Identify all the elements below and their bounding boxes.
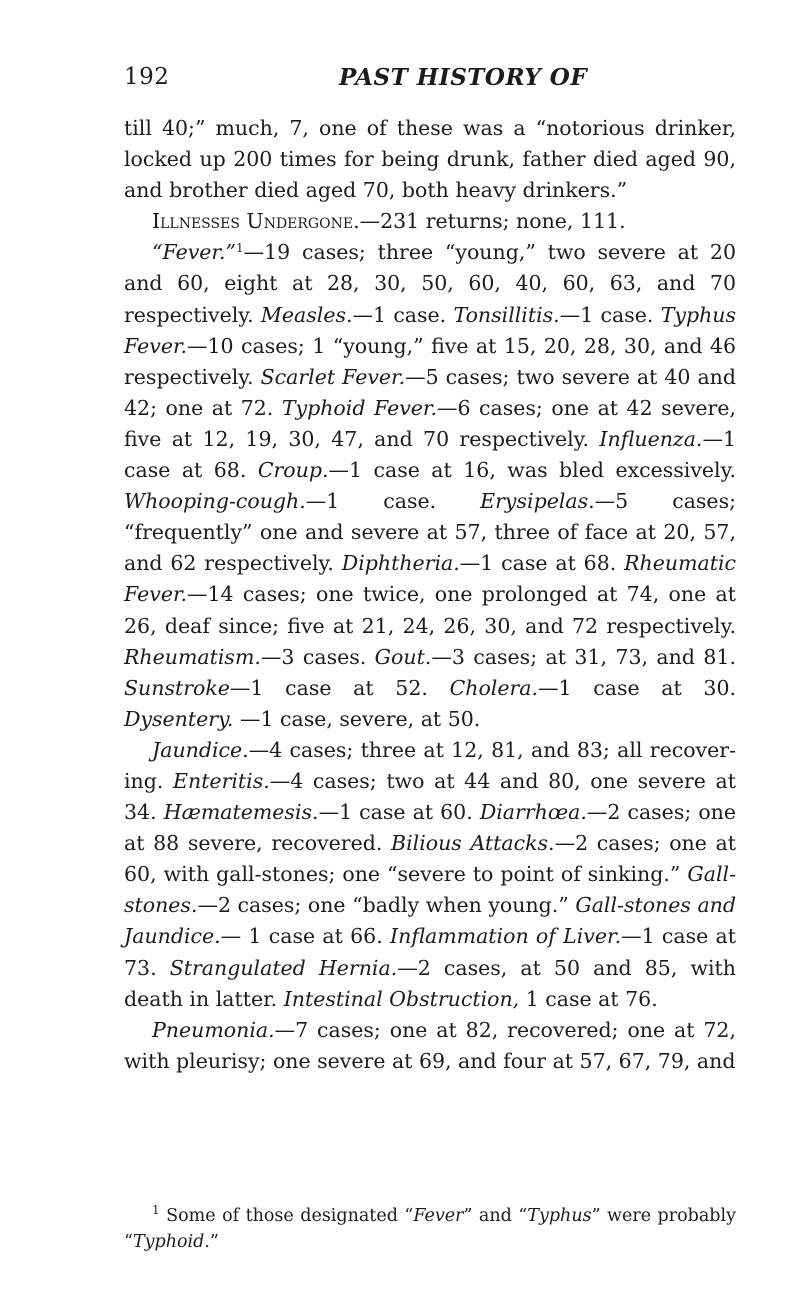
italic-term: Hæmatemesis. [163,800,319,825]
italic-term: Typhoid. [132,1232,210,1252]
italic-term: Dysentery. [124,706,234,731]
paragraph-illnesses-heading [124,206,736,237]
text-run: —6 cases; one at 42 severe, five at 12, 19, 30, 47, and 70 respectively. [124,395,736,451]
running-head [124,58,724,98]
text-run: —1 case at 52. [229,675,450,700]
italic-term: Cholera. [449,675,539,700]
italic-term: Gall-stones and Jaundice. [124,893,736,949]
italic-term: Bilious Attacks. [391,831,555,856]
paragraph-respiratory [124,1015,736,1077]
text-run: —7 cases; one at 82, recovered; one at 72, with pleurisy; one severe at 69, and four at 57, 67, 79, and [124,1017,736,1073]
italic-term: Erysipelas. [480,489,595,514]
text-run: —5 cases; “frequently” one and severe at 57, three of face at 20, 57, and 62 respectively. [124,489,736,576]
italic-term: Typhus Fever. [124,302,736,358]
running-title: PAST HISTORY OF [339,64,588,91]
text-run: —1 case at 30. [538,675,737,700]
page-number: 192 [124,64,170,90]
text-run: —1 case at 16, was bled excessively. [328,458,736,483]
text-run: —1 case at 68. [459,551,625,576]
text-run: —10 cases; 1 “young,” five at 15, 20, 28, 30, and 46 respectively. [124,333,736,389]
text-run: —2 cases; one at 60, with gall-stones; one “severe to point of sinking.” [124,831,737,887]
italic-term: Rheumatism. [124,644,261,669]
italic-term: Scarlet Fever. [260,364,406,389]
italic-term: Rheumatic Fever. [124,551,737,607]
text-run: 1 case at 76. [519,986,658,1011]
illnesses-summary: —231 returns; none, 111. [359,209,626,234]
text-run: —5 cases; two severe at 40 and 42; one at 72. [124,364,736,420]
text-run: —4 cases; three at 12, 81, and 83; all recovering. [124,737,736,793]
text-run: —3 cases. [260,644,375,669]
paragraph-fevers [124,237,736,735]
footnote-marker: 1 [235,241,244,256]
italic-term: Typhoid Fever. [281,395,437,420]
text-run: ” [209,1232,219,1252]
italic-term: Influenza. [599,426,703,451]
text-run: — 1 case at 66. [220,924,391,949]
italic-term: Gout. [374,644,432,669]
text-run: —1 case at 68. [124,426,736,483]
text-run: —1 case. [305,489,481,514]
text-run: —2 cases; one at 88 severe, recovered. [124,800,736,856]
italic-term: Inflammation of Liver. [390,924,622,949]
italic-term: Diarrhœa. [479,800,587,825]
footnote [124,1203,736,1255]
text-run: —1 case, severe, at 50. [233,706,481,731]
italic-term: Tonsillitis. [453,302,560,327]
footnote-marker: 1 [152,1203,160,1217]
italic-term: Measles. [260,302,353,327]
text-run: —4 cases; two at 44 and 80, one severe at 34. [124,768,736,825]
italic-term: Enteritis. [173,768,270,793]
text-run: —2 cases; one “badly when young.” [197,893,576,918]
italic-term: Gall-stones. [124,862,736,918]
text-run: —1 case at 73. [124,924,737,980]
section-heading: Illnesses Undergone. [152,209,360,234]
italic-term: Intestinal Obstruction, [283,986,520,1011]
italic-term: Strangulated Hernia. [169,955,398,980]
body-text [124,113,736,1077]
text-run: ” were probably “ [124,1206,736,1252]
text-run: —3 cases; at 31, 73, and 81. [431,644,736,669]
text-run: ” and “ [463,1206,528,1226]
text-run: —19 cases; three “young,” two severe at 20 and 60, eight at 28, 30, 50, 60, 40, 60, 63, and 70 respectively. [124,240,736,327]
text-run: —1 case at 60. [318,800,480,825]
italic-term: Diphtheria. [341,551,460,576]
text-run: —2 cases, at 50 and 85, with death in latter. [124,955,736,1011]
italic-term: Typhus [527,1206,592,1226]
paragraph-intro [124,113,736,206]
text-run: —14 cases; one twice, one prolonged at 74, one at 26, deaf since; five at 21, 24, 26, 30, and 72 respectively. [124,582,736,638]
italic-term: Pneumonia. [152,1017,275,1042]
italic-term: Sunstroke [124,675,230,700]
paragraph-digestive [124,735,736,1015]
italic-term: Croup. [257,458,329,483]
text-run: —1 case. [352,302,454,327]
text-run: —1 case. [559,302,661,327]
intro-text: till 40;” much, 7, one of these was a “notorious drinker, locked up 200 times for being drunk, father died aged 90, and brother died aged 70, both heavy drinkers.” [124,116,736,203]
italic-term: “Fever.” [152,240,236,265]
italic-term: Whooping-cough. [124,489,306,514]
italic-term: Fever [413,1206,464,1226]
text-run: Some of those designated “ [159,1206,414,1226]
italic-term: Jaundice. [152,737,249,762]
